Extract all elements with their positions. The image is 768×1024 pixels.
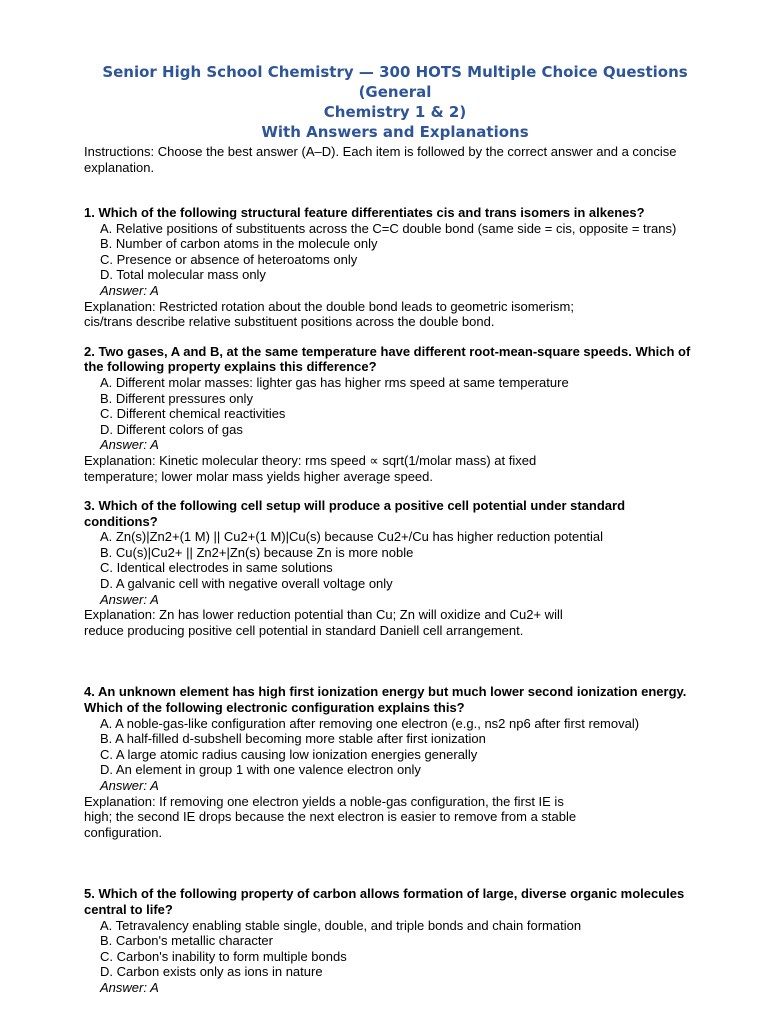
question-stem: 3. Which of the following cell setup will produce a positive cell potential under standard conditions? [84, 498, 626, 529]
answer-option: C. A large atomic radius causing low ionization energies generally [100, 746, 478, 762]
answer-option: B. A half-filled d-subshell becoming more stable after first ionization [100, 731, 486, 747]
explanation-line: configuration. [84, 824, 163, 840]
document-page [84, 62, 696, 996]
answer-option: A. Different molar masses: lighter gas has higher rms speed at same temperature [100, 374, 569, 390]
answer-option: C. Presence or absence of heteroatoms only [100, 251, 358, 267]
question-block [84, 498, 696, 638]
answer-option: C. Identical electrodes in same solutions [100, 560, 333, 576]
answer-option: C. Carbon's inability to form multiple bonds [100, 948, 347, 964]
explanation-line: cis/trans describe relative substituent positions across the double bond. [84, 314, 495, 330]
answer-option: C. Different chemical reactivities [100, 406, 286, 422]
question-block [84, 684, 696, 840]
explanation-line: high; the second IE drops because the next electron is easier to remove from a stable [84, 809, 577, 825]
answer-option: D. Carbon exists only as ions in nature [100, 964, 323, 980]
answer-option: D. Total molecular mass only [100, 267, 266, 283]
explanation-line: temperature; lower molar mass yields higher average speed. [84, 468, 434, 484]
correct-answer: Answer: A [100, 437, 159, 453]
explanation-line: Explanation: Restricted rotation about the double bond leads to geometric isomerism; [84, 298, 574, 314]
instructions: Instructions: Choose the best answer (A–D). Each item is followed by the correct answer and a concise explanation. [84, 144, 677, 175]
question-block [84, 886, 696, 995]
answer-option: A. Relative positions of substituents across the C=C double bond (same side = cis, opposite = trans) [100, 220, 677, 236]
question-stem: 5. Which of the following property of carbon allows formation of large, diverse organic molecules central to life? [84, 886, 685, 917]
explanation-line: Explanation: Kinetic molecular theory: rms speed ∝ sqrt(1/molar mass) at fixed [84, 452, 537, 468]
answer-option: B. Number of carbon atoms in the molecule only [100, 236, 378, 252]
answer-option: A. A noble-gas-like configuration after removing one electron (e.g., ns2 np6 after first removal) [100, 715, 640, 731]
explanation-line: Explanation: Zn has lower reduction potential than Cu; Zn will oxidize and Cu2+ will [84, 607, 563, 623]
answer-option: B. Different pressures only [100, 390, 253, 406]
title-line-3: With Answers and Explanations [261, 123, 529, 141]
question-block [84, 205, 696, 330]
correct-answer: Answer: A [100, 778, 159, 793]
question-list [84, 205, 696, 996]
correct-answer: Answer: A [100, 591, 159, 607]
answer-option: B. Carbon's metallic character [100, 933, 273, 949]
answer-option: D. An element in group 1 with one valence electron only [100, 762, 421, 778]
title-line-1: Senior High School Chemistry — 300 HOTS Multiple Choice Questions (General [102, 63, 688, 101]
question-stem: 1. Which of the following structural feature differentiates cis and trans isomers in alkenes? [84, 205, 645, 220]
explanation-line: Explanation: If removing one electron yields a noble-gas configuration, the first IE is [84, 793, 564, 809]
answer-option: D. Different colors of gas [100, 421, 243, 437]
answer-option: B. Cu(s)|Cu2+ || Zn2+|Zn(s) because Zn is more noble [100, 544, 414, 560]
answer-option: D. A galvanic cell with negative overall voltage only [100, 576, 393, 592]
title-line-2: Chemistry 1 & 2) [323, 103, 467, 121]
document-title [94, 62, 696, 142]
correct-answer: Answer: A [100, 979, 159, 995]
correct-answer: Answer: A [100, 282, 159, 298]
answer-option: A. Zn(s)|Zn2+(1 M) || Cu2+(1 M)|Cu(s) because Cu2+/Cu has higher reduction potential [100, 529, 604, 545]
question-stem: 4. An unknown element has high first ionization energy but much lower second ionization energy. Which of the following electronic configuration explains this? [84, 684, 687, 716]
answer-option: A. Tetravalency enabling stable single, double, and triple bonds and chain formation [100, 917, 582, 933]
question-block [84, 344, 696, 484]
question-stem: 2. Two gases, A and B, at the same temperature have different root-mean-square speeds. Which of the following property explains this difference? [84, 343, 691, 375]
explanation-line: reduce producing positive cell potential in standard Daniell cell arrangement. [84, 622, 524, 638]
